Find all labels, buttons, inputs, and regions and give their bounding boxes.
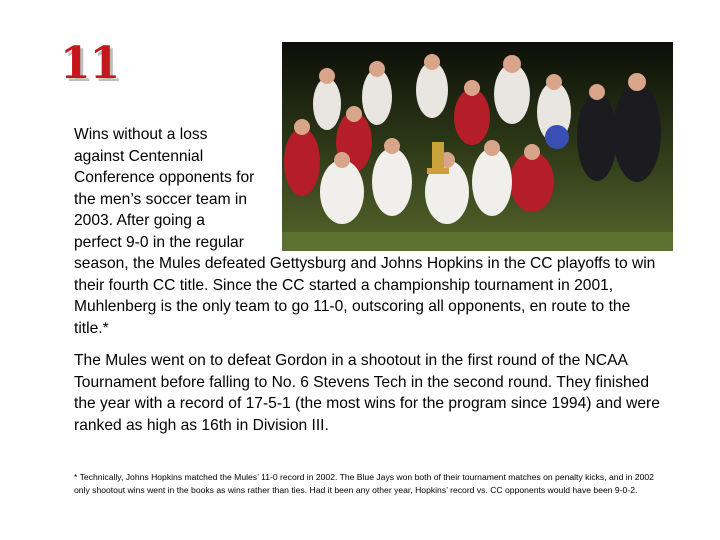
paragraph-1: Wins without a loss against Centennial Conference opponents for the men’s soccer team in 2003. After going a perfect 9-0 in the regular season, the Mules defeated Gettysburg and Johns Hopkins in the CC playoffs to win their fourth CC title. Since the CC started a championship tournament in 2001, Muhlenberg is the only team to go 11-0, outscoring all opponents, en route to the title.* <box>74 126 656 337</box>
body-text <box>74 124 666 436</box>
paragraph-2: The Mules went on to defeat Gordon in a shootout in the first round of the NCAA Tournament before falling to No. 6 Stevens Tech in the second round. They finished the year with a record of 17-5-1 (the most wins for the program since 1994) and were ranked as high as 16th in Division III. <box>74 352 660 434</box>
footnote: * Technically, Johns Hopkins matched the Mules’ 11-0 record in 2002. The Blue Jays won both of their tournament matches on penalty kicks, and in 2002 only shootout wins went in the books as wins rather than ties. Had it been any other year, Hopkins’ record vs. CC opponents would have been 9-0-2. <box>74 472 654 495</box>
stat-number: 11 <box>60 38 120 89</box>
